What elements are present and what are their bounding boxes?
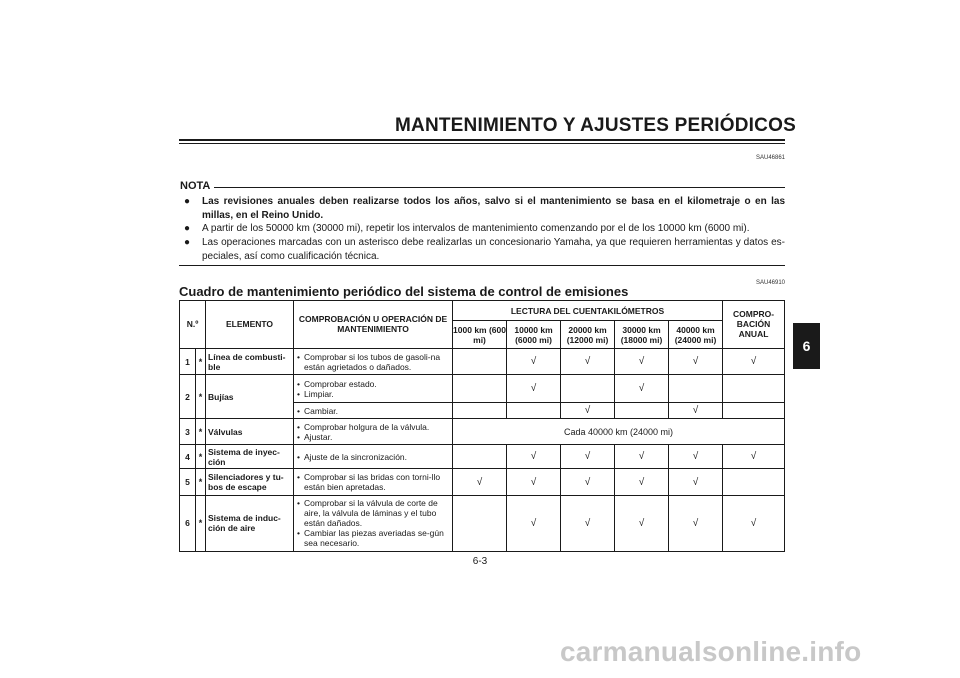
check-mark: √	[615, 348, 669, 375]
operation-item: • Cambiar.	[297, 406, 449, 416]
table-row	[180, 419, 785, 445]
operation-item: • Ajustar.	[297, 432, 449, 442]
check-mark: √	[561, 348, 615, 375]
operation-cell	[294, 403, 453, 419]
check-mark: √	[669, 495, 723, 551]
note-item: ● Las revisiones anuales deben realizarse todos los años, salvo si el mantenimiento se basa en el kilometraje o en las millas, en el Reino Unido.	[184, 196, 785, 221]
header-annual: COMPRO-BACIÓN ANUAL	[723, 301, 785, 349]
interval-text: Cada 40000 km (24000 mi)	[453, 419, 785, 445]
note-rule-bottom	[179, 265, 785, 266]
table-header-row	[180, 301, 785, 321]
header-odometer: LECTURA DEL CUENTAKILÓMETROS	[453, 301, 723, 321]
header-interval: 1000 km (600 mi)	[453, 321, 507, 349]
operation-item: • Comprobar holgura de la válvula.	[297, 422, 449, 432]
section-title: Cuadro de mantenimiento periódico del sistema de control de emisiones	[179, 284, 629, 299]
check-mark: √	[561, 403, 615, 419]
header-operation: COMPROBACIÓN U OPERACIÓN DE MANTENIMIENTO	[294, 301, 453, 349]
operation-item: • Comprobar estado.	[297, 379, 449, 389]
element-name: Válvulas	[206, 419, 294, 445]
operation-cell	[294, 469, 453, 496]
page-title: MANTENIMIENTO Y AJUSTES PERIÓDICOS	[395, 115, 796, 136]
check-mark: √	[507, 495, 561, 551]
check-mark: √	[669, 348, 723, 375]
row-number: 2	[180, 375, 196, 419]
check-mark: √	[723, 444, 785, 468]
operation-item: • Comprobar si las bridas con torni-llo están bien apretadas.	[297, 472, 449, 492]
row-number: 4	[180, 444, 196, 468]
operation-cell	[294, 375, 453, 403]
check-mark: √	[669, 444, 723, 468]
reference-code: SAU46861	[756, 155, 786, 161]
operation-item: • Comprobar si los tubos de gasoli-na están agrietados o dañados.	[297, 352, 449, 372]
check-mark: √	[723, 495, 785, 551]
header-interval: 40000 km (24000 mi)	[669, 321, 723, 349]
maintenance-table	[179, 300, 785, 552]
check-mark: √	[615, 495, 669, 551]
header-element: ELEMENTO	[206, 301, 294, 349]
header-interval: 20000 km (12000 mi)	[561, 321, 615, 349]
row-number: 1	[180, 348, 196, 375]
check-mark: √	[615, 469, 669, 496]
check-mark: √	[669, 469, 723, 496]
header-interval: 30000 km (18000 mi)	[615, 321, 669, 349]
check-mark	[507, 403, 561, 419]
operation-cell	[294, 444, 453, 468]
check-mark: √	[669, 403, 723, 419]
operation-cell	[294, 348, 453, 375]
check-mark: √	[561, 444, 615, 468]
bullet-icon: ●	[184, 237, 191, 248]
asterisk-marker: *	[196, 495, 206, 551]
asterisk-marker: *	[196, 469, 206, 496]
check-mark	[615, 403, 669, 419]
title-rule-thin	[179, 143, 785, 144]
row-number: 3	[180, 419, 196, 445]
check-mark: √	[507, 348, 561, 375]
asterisk-marker: *	[196, 419, 206, 445]
check-mark: √	[507, 444, 561, 468]
operation-item: • Ajuste de la sincronización.	[297, 452, 449, 462]
check-mark	[723, 375, 785, 403]
page-number: 6-3	[472, 556, 488, 567]
check-mark: √	[507, 375, 561, 403]
operation-item: • Cambiar las piezas averiadas se-gún sea necesario.	[297, 528, 449, 548]
check-mark	[723, 403, 785, 419]
check-mark	[453, 375, 507, 403]
operation-item: • Comprobar si la válvula de corte de aire, la válvula de láminas y el tubo están dañados.	[297, 498, 449, 528]
check-mark: √	[561, 469, 615, 496]
chapter-tab: 6	[793, 323, 820, 369]
check-mark	[561, 375, 615, 403]
check-mark	[723, 469, 785, 496]
table-row	[180, 444, 785, 468]
element-name: Bujías	[206, 375, 294, 419]
title-rule	[179, 139, 785, 141]
operation-cell	[294, 419, 453, 445]
check-mark: √	[723, 348, 785, 375]
header-no: N.º	[180, 301, 206, 349]
table-row	[180, 375, 785, 403]
note-item: ● Las operaciones marcadas con un asterisco debe realizarlas un concesionario Yamaha, ya que requieren herramientas y datos es-peciales, así como cualificación técnica.	[184, 237, 785, 262]
watermark: carmanualsonline.info	[560, 636, 862, 667]
check-mark	[453, 444, 507, 468]
asterisk-marker: *	[196, 348, 206, 375]
check-mark	[453, 348, 507, 375]
operation-item: • Limpiar.	[297, 389, 449, 399]
element-name: Silenciadores y tu-bos de escape	[206, 469, 294, 496]
check-mark: √	[615, 444, 669, 468]
check-mark: √	[507, 469, 561, 496]
check-mark	[669, 375, 723, 403]
note-label: NOTA	[180, 180, 211, 192]
asterisk-marker: *	[196, 444, 206, 468]
note-item: ● A partir de los 50000 km (30000 mi), repetir los intervalos de mantenimiento comenzando por el de los 10000 km (6000 mi).	[184, 223, 750, 234]
row-number: 6	[180, 495, 196, 551]
table-row	[180, 469, 785, 496]
table-row	[180, 495, 785, 551]
element-name: Línea de combusti-ble	[206, 348, 294, 375]
row-number: 5	[180, 469, 196, 496]
asterisk-marker: *	[196, 375, 206, 419]
check-mark: √	[615, 375, 669, 403]
bullet-icon: ●	[184, 196, 191, 207]
element-name: Sistema de inyec-ción	[206, 444, 294, 468]
table-row	[180, 348, 785, 375]
element-name: Sistema de induc-ción de aire	[206, 495, 294, 551]
bullet-icon: ●	[184, 223, 191, 234]
note-rule-top	[214, 187, 785, 188]
check-mark	[453, 403, 507, 419]
check-mark: √	[561, 495, 615, 551]
operation-cell	[294, 495, 453, 551]
check-mark: √	[453, 469, 507, 496]
check-mark	[453, 495, 507, 551]
header-interval: 10000 km (6000 mi)	[507, 321, 561, 349]
reference-code: SAU46910	[756, 280, 786, 286]
